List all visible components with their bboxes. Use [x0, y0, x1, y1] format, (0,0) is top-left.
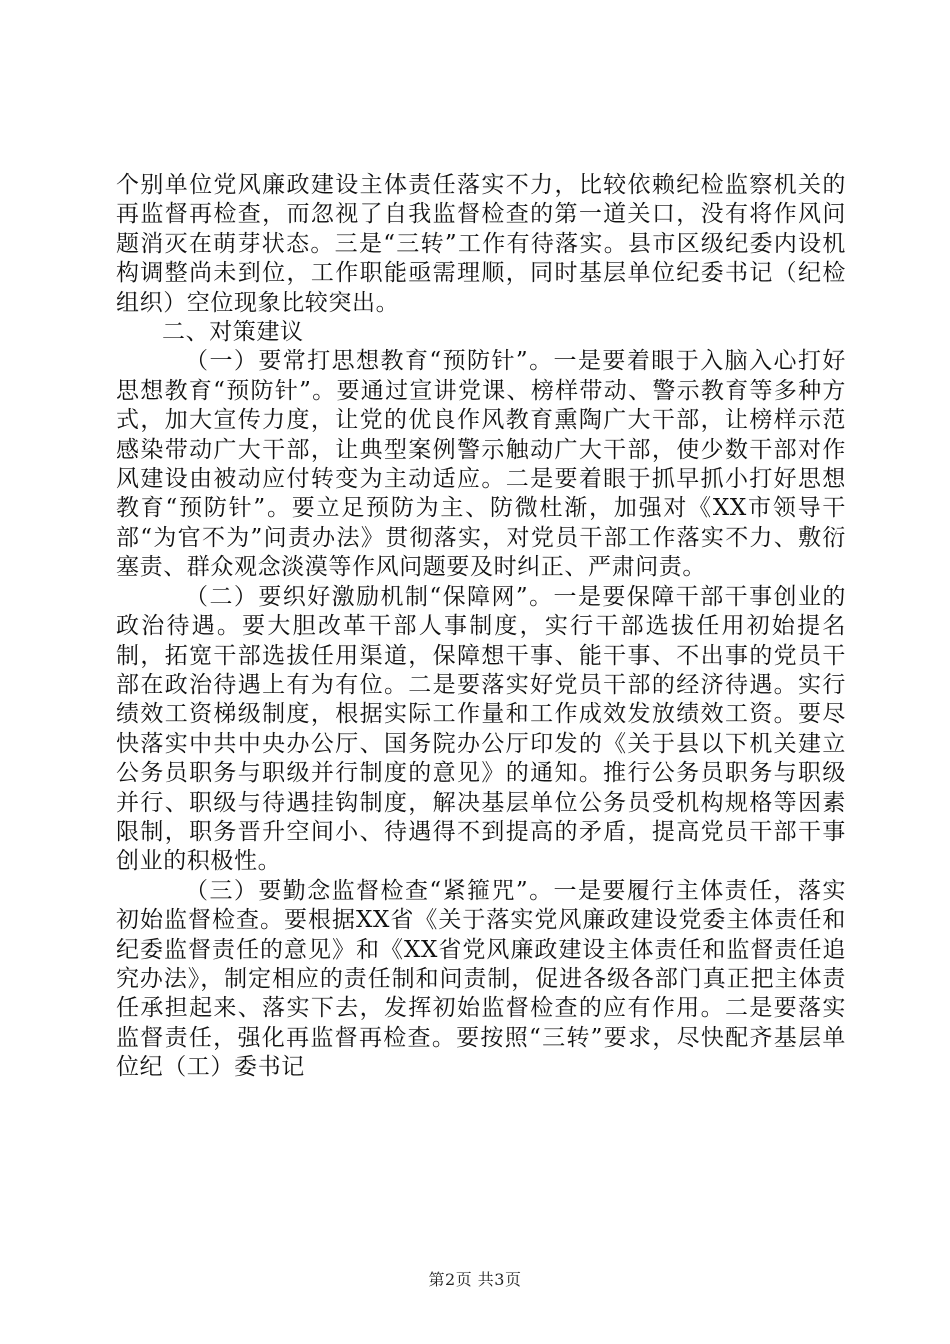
section-heading-countermeasures: 二、对策建议 [162, 319, 304, 346]
document-body [116, 171, 846, 1083]
paragraph-incentive-mechanism: （二）要织好激励机制“保障网”。一是要保障干部干事创业的政治待遇。要大胆改革干部人事制度，实行干部选拔任用初始提名制，拓宽干部选拔任用渠道，保障想干事、能干事、不出事的党员干部在政治待遇上有为有位。二是要落实好党员干部的经济待遇。实行绩效工资梯级制度，根据实际工作量和工作成效发放绩效工资。要尽快落实中共中央办公厅、国务院办公厅印发的《关于县以下机关建立公务员职务与职级并行制度的意见》的通知。推行公务员职务与职级并行、职级与待遇挂钩制度，解决基层单位公务员受机构规格等因素限制，职务晋升空间小、待遇得不到提高的矛盾，提高党员干部干事创业的积极性。 [116, 583, 846, 875]
paragraph-ideological-education: （一）要常打思想教育“预防针”。一是要着眼于入脑入心打好思想教育“预防针”。要通过宣讲党课、榜样带动、警示教育等多种方式，加大宣传力度，让党的优良作风教育熏陶广大干部，让榜样示范感染带动广大干部，让典型案例警示触动广大干部，使少数干部对作风建设由被动应付转变为主动适应。二是要着眼于抓早抓小打好思想教育“预防针”。要立足预防为主、防微杜渐，加强对《XX市领导干部“为官不为”问责办法》贯彻落实，对党员干部工作落实不力、敷衍塞责、群众观念淡漠等作风问题要及时纠正、严肃问责。 [116, 348, 846, 581]
paragraph-continuation: 个别单位党风廉政建设主体责任落实不力，比较依赖纪检监察机关的再监督再检查，而忽视了自我监督检查的第一道关口，没有将作风问题消灭在萌芽状态。三是“三转”工作有待落实。县市区级纪委内设机构调整尚未到位，工作职能亟需理顺，同时基层单位纪委书记（纪检组织）空位现象比较突出。 [116, 172, 846, 316]
page-footer: 第2页 共3页 [428, 1270, 522, 1289]
paragraph-supervision-inspection: （三）要勤念监督检查“紧箍咒”。一是要履行主体责任，落实初始监督检查。要根据XX省《关于落实党风廉政建设党委主体责任和纪委监督责任的意见》和《XX省党风廉政建设主体责任和监督责任追究办法》，制定相应的责任制和问责制，促进各级各部门真正把主体责任承担起来、落实下去，发挥初始监督检查的应有作用。二是要落实监督责任，强化再监督再检查。要按照“三转”要求，尽快配齐基层单位纪（工）委书记 [116, 877, 846, 1081]
